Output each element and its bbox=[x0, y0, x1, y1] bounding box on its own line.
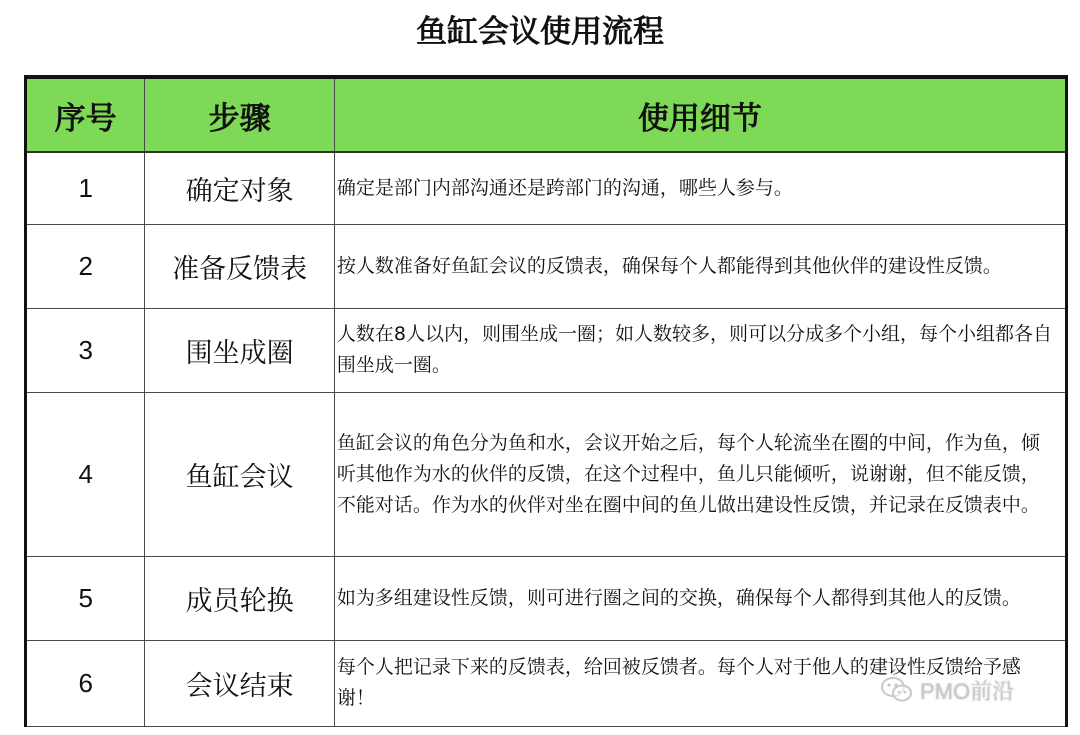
row-detail: 人数在8人以内，则围坐成一圈；如人数较多，则可以分成多个小组，每个小组都各自围坐成一圈。 bbox=[334, 308, 1066, 392]
row-number: 2 bbox=[26, 224, 145, 308]
header-no: 序号 bbox=[26, 77, 145, 152]
table-row bbox=[26, 152, 1067, 224]
row-step: 围坐成圈 bbox=[145, 308, 335, 392]
row-detail: 鱼缸会议的角色分为鱼和水，会议开始之后，每个人轮流坐在圈的中间，作为鱼，倾听其他作为水的伙伴的反馈，在这个过程中，鱼儿只能倾听，说谢谢，但不能反馈，不能对话。作为水的伙伴对坐在圈中间的鱼儿做出建设性反馈，并记录在反馈表中。 bbox=[334, 392, 1066, 556]
table-header-row bbox=[26, 77, 1067, 152]
process-table bbox=[24, 75, 1068, 727]
row-step: 成员轮换 bbox=[145, 556, 335, 640]
table-row bbox=[26, 308, 1067, 392]
table-row bbox=[26, 224, 1067, 308]
watermark bbox=[880, 672, 1014, 708]
header-detail: 使用细节 bbox=[334, 77, 1066, 152]
row-step: 会议结束 bbox=[145, 640, 335, 726]
row-detail: 每个人把记录下来的反馈表，给回被反馈者。每个人对于他人的建设性反馈给予感谢！ bbox=[334, 640, 1066, 726]
row-number: 6 bbox=[26, 640, 145, 726]
row-detail: 按人数准备好鱼缸会议的反馈表，确保每个人都能得到其他伙伴的建设性反馈。 bbox=[334, 224, 1066, 308]
page-title: 鱼缸会议使用流程 bbox=[416, 14, 664, 50]
header-step: 步骤 bbox=[145, 77, 335, 152]
row-detail: 如为多组建设性反馈，则可进行圈之间的交换，确保每个人都得到其他人的反馈。 bbox=[334, 556, 1066, 640]
table-row bbox=[26, 556, 1067, 640]
row-detail: 确定是部门内部沟通还是跨部门的沟通，哪些人参与。 bbox=[334, 152, 1066, 224]
row-step: 确定对象 bbox=[145, 152, 335, 224]
row-step: 准备反馈表 bbox=[145, 224, 335, 308]
row-step: 鱼缸会议 bbox=[145, 392, 335, 556]
row-number: 5 bbox=[26, 556, 145, 640]
watermark-text: PMO前沿 bbox=[920, 678, 1015, 704]
table-row bbox=[26, 392, 1067, 556]
row-number: 1 bbox=[26, 152, 145, 224]
row-number: 4 bbox=[26, 392, 145, 556]
wechat-icon bbox=[880, 676, 914, 704]
row-number: 3 bbox=[26, 308, 145, 392]
